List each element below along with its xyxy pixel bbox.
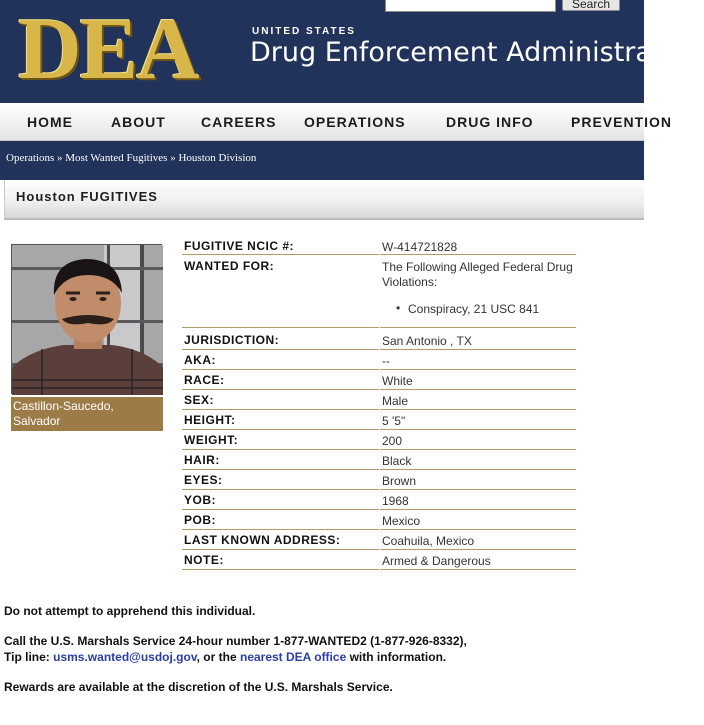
search-input[interactable] [385, 0, 556, 12]
value-pob: Mexico [382, 514, 421, 528]
marshals-call-text: Call the U.S. Marshals Service 24-hour number 1-877-WANTED2 (1-877-926-8332), [4, 634, 467, 648]
fugitive-photo [11, 244, 162, 394]
label-eyes: EYES: [184, 473, 223, 487]
value-wanted-intro: The Following Alleged Federal Drug Violations: [382, 260, 573, 289]
nearest-dea-office-link[interactable]: nearest DEA office [239, 650, 347, 664]
value-last-known-address: Coahuila, Mexico [382, 534, 475, 548]
tip-line [4, 650, 446, 664]
value-height: 5 '5" [382, 414, 406, 428]
search-button[interactable]: Search [562, 0, 620, 11]
site-header [0, 0, 704, 103]
fugitive-name-last: Castillon-Saucedo, [13, 399, 114, 413]
violation-text: Conspiracy, 21 USC 841 [408, 302, 540, 316]
label-sex: SEX: [184, 393, 215, 407]
value-sex: Male [382, 394, 409, 408]
label-race: RACE: [184, 373, 225, 387]
label-yob: YOB: [184, 493, 216, 507]
value-ncic: W-414721828 [382, 240, 458, 254]
nav-prevention[interactable]: PREVENTION [571, 114, 673, 130]
value-jurisdiction: San Antonio , TX [382, 334, 472, 348]
tip-email-link[interactable]: usms.wanted@usdoj.gov [53, 650, 197, 664]
fugitive-name-caption [11, 397, 163, 431]
section-title: Houston FUGITIVES [16, 189, 158, 204]
label-ncic: FUGITIVE NCIC #: [184, 239, 295, 253]
tip-suffix: with information. [349, 650, 447, 664]
rewards-text: Rewards are available at the discretion of the U.S. Marshals Service. [4, 680, 393, 694]
value-hair: Black [382, 454, 412, 468]
label-pob: POB: [184, 513, 216, 527]
label-note: NOTE: [184, 553, 224, 567]
header-country: UNITED STATES [252, 26, 356, 37]
value-weight: 200 [382, 434, 403, 448]
label-aka: AKA: [184, 353, 216, 367]
nav-about[interactable]: ABOUT [111, 114, 166, 130]
nav-home[interactable]: HOME [27, 114, 73, 130]
warning-text: Do not attempt to apprehend this individual. [4, 604, 256, 618]
label-hair: HAIR: [184, 453, 220, 467]
value-violation [396, 301, 578, 317]
nav-careers[interactable]: CAREERS [201, 114, 277, 130]
value-eyes: Brown [382, 474, 417, 488]
bullet-icon: • [396, 301, 401, 315]
nav-operations[interactable]: OPERATIONS [304, 114, 406, 130]
label-wanted-for: WANTED FOR: [184, 259, 275, 273]
label-height: HEIGHT: [184, 413, 236, 427]
section-header [4, 180, 644, 220]
fugitive-portrait-image [12, 245, 163, 395]
tip-prefix: Tip line: [4, 650, 50, 664]
breadcrumb-houston-division[interactable]: Houston Division [178, 152, 257, 164]
breadcrumb-most-wanted[interactable]: Most Wanted Fugitives [65, 152, 168, 164]
tip-mid: , or the [196, 650, 237, 664]
value-note: Armed & Dangerous [382, 554, 491, 568]
breadcrumb-separator: » [57, 152, 63, 164]
main-nav [0, 103, 673, 141]
label-jurisdiction: JURISDICTION: [184, 333, 280, 347]
breadcrumb-operations[interactable]: Operations [6, 152, 55, 164]
fugitive-name-first: Salvador [13, 414, 61, 428]
value-aka: -- [382, 354, 390, 368]
breadcrumb [0, 141, 644, 180]
breadcrumb-separator: » [170, 152, 176, 164]
dea-logo[interactable]: DEA [18, 1, 198, 98]
label-weight: WEIGHT: [184, 433, 239, 447]
value-yob: 1968 [382, 494, 409, 508]
header-agency-name: Drug Enforcement Administration [250, 37, 704, 68]
value-race: White [382, 374, 413, 388]
nav-drug-info[interactable]: DRUG INFO [446, 114, 534, 130]
label-last-known-address: LAST KNOWN ADDRESS: [184, 533, 341, 547]
